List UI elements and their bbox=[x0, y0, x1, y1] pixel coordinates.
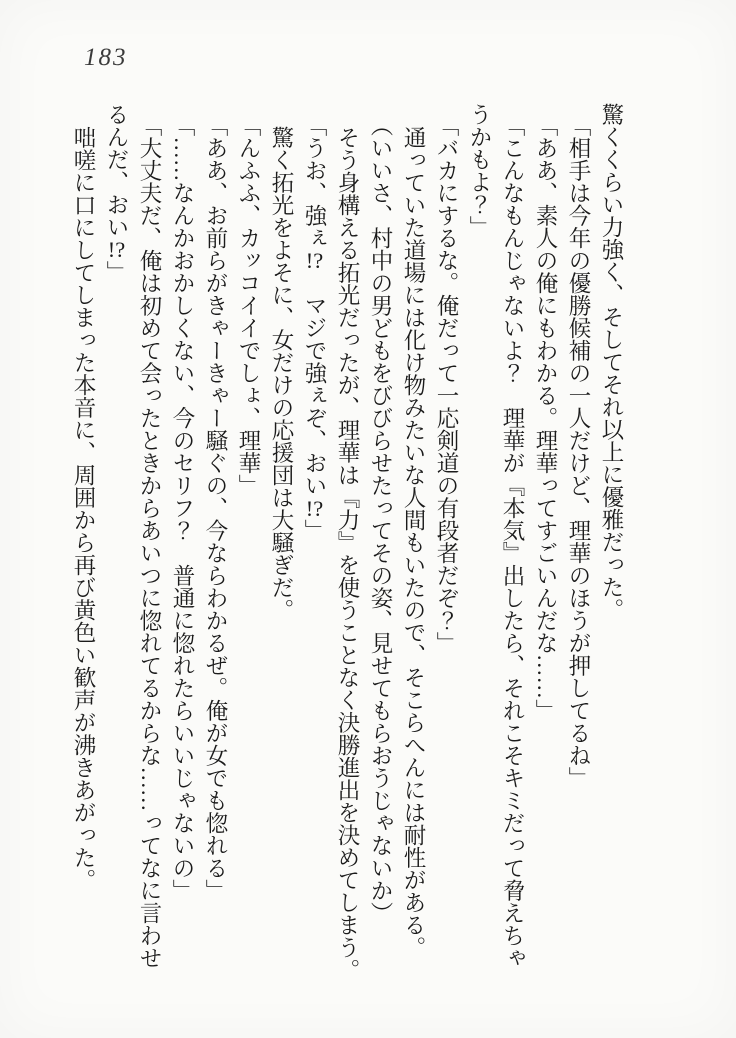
paragraph: 「相手は今年の優勝候補の一人だけど、理華のほうが押してるね」 bbox=[566, 114, 591, 790]
paragraph: 通っていた道場には化け物みたいな人間もいたので、そこらへんには耐性がある。 bbox=[401, 125, 426, 958]
paragraph: （いいさ、村中の男どもをびびらせたってその姿、見せてもらおうじゃないか） bbox=[368, 114, 393, 925]
tatechuyoko-exclamation-question: !? bbox=[305, 496, 324, 520]
paragraph: 「うお、強ぇ!? マジで強ぇぞ、おい!?」 bbox=[302, 114, 327, 542]
paragraph: 「ああ、お前らがきゃーきゃー騒ぐの、今ならわかるぜ。俺が女でも惚れる」 bbox=[203, 114, 228, 902]
tatechuyoko-exclamation-question: !? bbox=[107, 238, 126, 261]
text-block bbox=[67, 103, 628, 985]
paragraph: そう身構える拓光だったが、理華は『力』を使うことなく決勝進出を決めてしまう。 bbox=[335, 125, 360, 981]
paragraph: 「んふふ、カッコイイでしょ、理華」 bbox=[236, 114, 261, 497]
paragraph: 「……なんかおかしくない、今のセリフ？ 普通に惚れたらいいじゃないの」 bbox=[170, 114, 195, 902]
paragraph: 驚く拓光をよそに、女だけの応援団は大騒ぎだ。 bbox=[269, 125, 294, 621]
paragraph: 咄嗟に口にしてしまった本音に、周囲から再び黄色い歓声が沸きあがった。 bbox=[71, 125, 96, 891]
page-number: 183 bbox=[84, 44, 128, 71]
paragraph: 「大丈夫だ、俺は初めて会ったときからあいつに惚れてるからな……ってなに言わせるんだ、おい!?」 bbox=[104, 103, 162, 970]
tatechuyoko-exclamation-question: !? bbox=[305, 249, 324, 272]
paragraph: 驚くくらい力強く、そしてそれ以上に優雅だった。 bbox=[599, 103, 624, 621]
paragraph: 「バカにするな。俺だって一応剣道の有段者だぞ？」 bbox=[434, 114, 459, 655]
paragraph: 「こんなもんじゃないよ？ 理華が『本気』出したら、それこそキミだって脅えちゃうかもよ？」 bbox=[467, 103, 525, 970]
paragraph: 「ああ、素人の俺にもわかる。理華ってすごいんだな……」 bbox=[533, 114, 558, 722]
